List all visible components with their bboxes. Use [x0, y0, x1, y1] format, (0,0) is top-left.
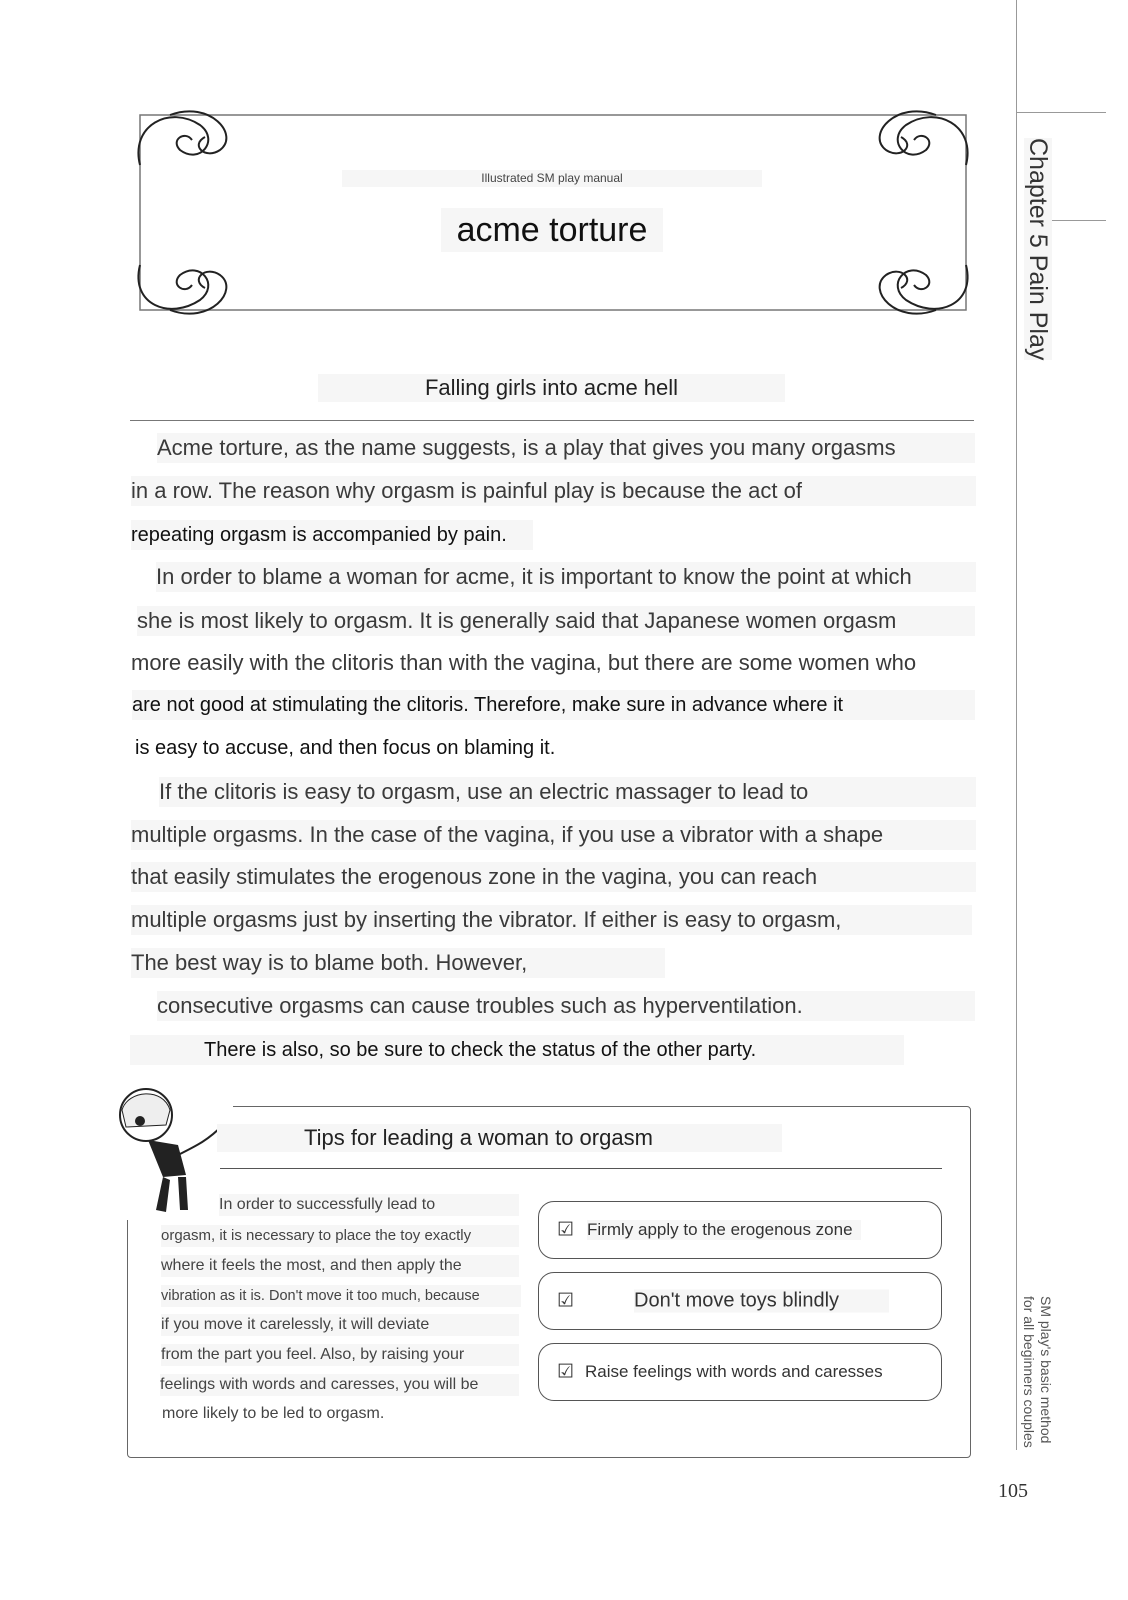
tips-line: In order to successfully lead to	[219, 1194, 519, 1216]
girl-illustration	[108, 1085, 233, 1220]
book-title	[1020, 1296, 1054, 1451]
checklist-item	[538, 1201, 942, 1259]
section-heading: Falling girls into acme hell	[318, 374, 785, 402]
book-title-line: for all beginners couples	[1021, 1296, 1037, 1448]
tips-line: vibration as it is. Don't move it too much, because	[161, 1285, 521, 1307]
book-title-line: SM play's basic method	[1038, 1296, 1054, 1444]
checklist-text: Don't move toys blindly	[634, 1290, 889, 1313]
page-title: acme torture	[441, 208, 663, 252]
margin-rule	[1016, 112, 1106, 113]
body-line: If the clitoris is easy to orgasm, use an electric massager to lead to	[159, 777, 976, 807]
body-line: that easily stimulates the erogenous zone in the vagina, you can reach	[131, 862, 976, 892]
tips-line: orgasm, it is necessary to place the toy exactly	[161, 1225, 519, 1247]
checklist-item	[538, 1272, 942, 1330]
checkbox-icon: ☑	[557, 1219, 575, 1241]
checklist-item	[538, 1343, 942, 1401]
checkbox-icon: ☑	[557, 1290, 575, 1312]
body-line: There is also, so be sure to check the status of the other party.	[130, 1035, 904, 1065]
margin-rule	[1016, 0, 1017, 1450]
body-line: more easily with the clitoris than with the vagina, but there are some women who	[131, 650, 917, 675]
page-number: 105	[998, 1480, 1028, 1502]
body-line: multiple orgasms just by inserting the vibrator. If either is easy to orgasm,	[131, 905, 972, 935]
body-line: multiple orgasms. In the case of the vagina, if you use a vibrator with a shape	[131, 820, 976, 850]
body-line: is easy to accuse, and then focus on blaming it.	[135, 737, 556, 759]
chapter-tab: Chapter 5 Pain Play	[1024, 138, 1052, 361]
checkbox-icon: ☑	[557, 1361, 575, 1383]
tips-line: feelings with words and caresses, you will be	[160, 1374, 519, 1396]
tips-line: from the part you feel. Also, by raising your	[161, 1344, 519, 1366]
tips-title: Tips for leading a woman to orgasm	[217, 1124, 782, 1152]
body-line: In order to blame a woman for acme, it is important to know the point at which	[156, 562, 976, 592]
body-line: repeating orgasm is accompanied by pain.	[131, 520, 533, 550]
body-line: she is most likely to orgasm. It is generally said that Japanese women orgasm	[137, 606, 975, 636]
margin-rule	[1050, 220, 1106, 221]
body-line: in a row. The reason why orgasm is painful play is because the act of	[131, 476, 976, 506]
manual-subtitle: Illustrated SM play manual	[342, 170, 762, 187]
divider	[130, 420, 974, 421]
body-line: Acme torture, as the name suggests, is a play that gives you many orgasms	[157, 433, 975, 463]
tips-divider	[220, 1168, 942, 1169]
body-line: consecutive orgasms can cause troubles such as hyperventilation.	[157, 991, 975, 1021]
checklist-text: Raise feelings with words and caresses	[585, 1362, 883, 1381]
checklist-text: Firmly apply to the erogenous zone	[587, 1220, 861, 1240]
body-line: The best way is to blame both. However,	[131, 948, 665, 978]
tips-line: more likely to be led to orgasm.	[162, 1405, 385, 1422]
tips-line: where it feels the most, and then apply the	[161, 1255, 519, 1277]
tips-line: if you move it carelessly, it will deviate	[161, 1314, 519, 1336]
body-line: are not good at stimulating the clitoris. Therefore, make sure in advance where it	[132, 690, 975, 720]
